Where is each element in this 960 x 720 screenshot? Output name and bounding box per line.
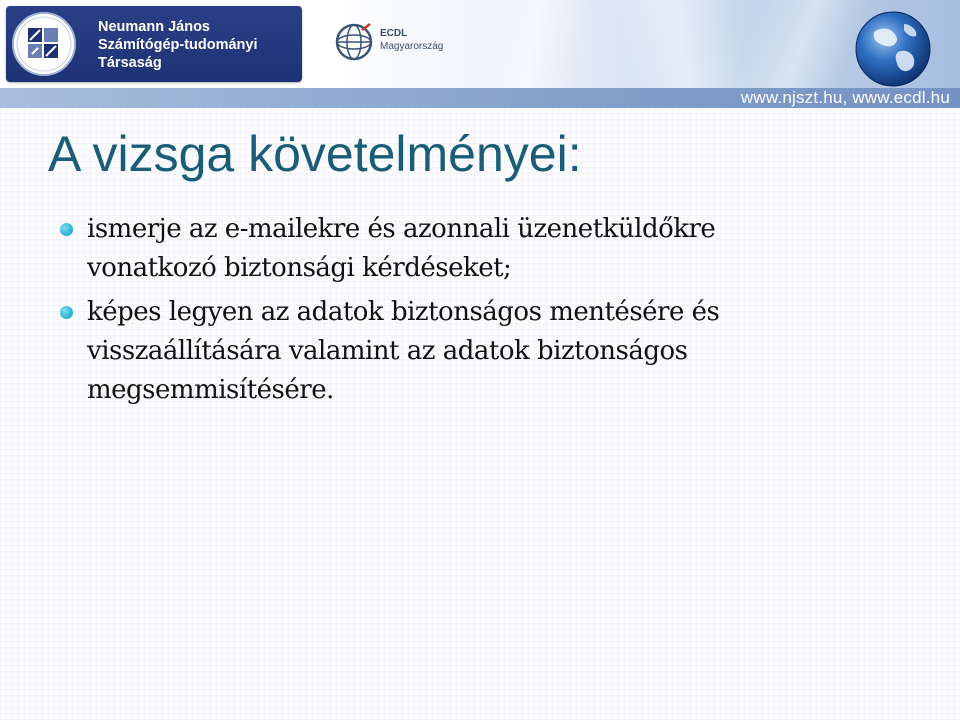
njszt-logo-icon xyxy=(12,12,76,76)
bullet-line: ismerje az e-mailekre és azonnali üzenetküldőkre xyxy=(87,214,716,244)
org-name-line: Neumann János xyxy=(98,19,210,35)
bullet-list xyxy=(60,210,880,415)
slide-title: A vizsga követelményei: xyxy=(48,126,582,182)
bullet-item xyxy=(60,293,880,410)
njszt-logo xyxy=(6,6,302,82)
ecdl-logo xyxy=(328,16,458,72)
ecdl-title: ECDL xyxy=(380,28,408,39)
header-banner xyxy=(0,0,960,108)
website-url: www.njszt.hu, www.ecdl.hu xyxy=(740,88,950,107)
org-name-line: Számítógép-tudományi xyxy=(98,37,258,53)
ecdl-logo-icon xyxy=(332,20,376,64)
bullet-dot-icon xyxy=(60,306,73,319)
bullet-line: vonatkozó biztonsági kérdéseket; xyxy=(87,253,512,283)
njszt-org-name xyxy=(98,18,258,72)
bullet-line: visszaállítására valamint az adatok biztonságos xyxy=(87,336,688,366)
bullet-item xyxy=(60,210,880,288)
globe-icon xyxy=(852,8,934,90)
org-name-line: Társaság xyxy=(98,55,162,71)
ecdl-subtitle: Magyarország xyxy=(380,41,444,52)
bullet-line: képes legyen az adatok biztonságos mentésére és xyxy=(87,297,720,327)
bullet-dot-icon xyxy=(60,223,73,236)
bullet-line: megsemmisítésére. xyxy=(87,375,334,405)
